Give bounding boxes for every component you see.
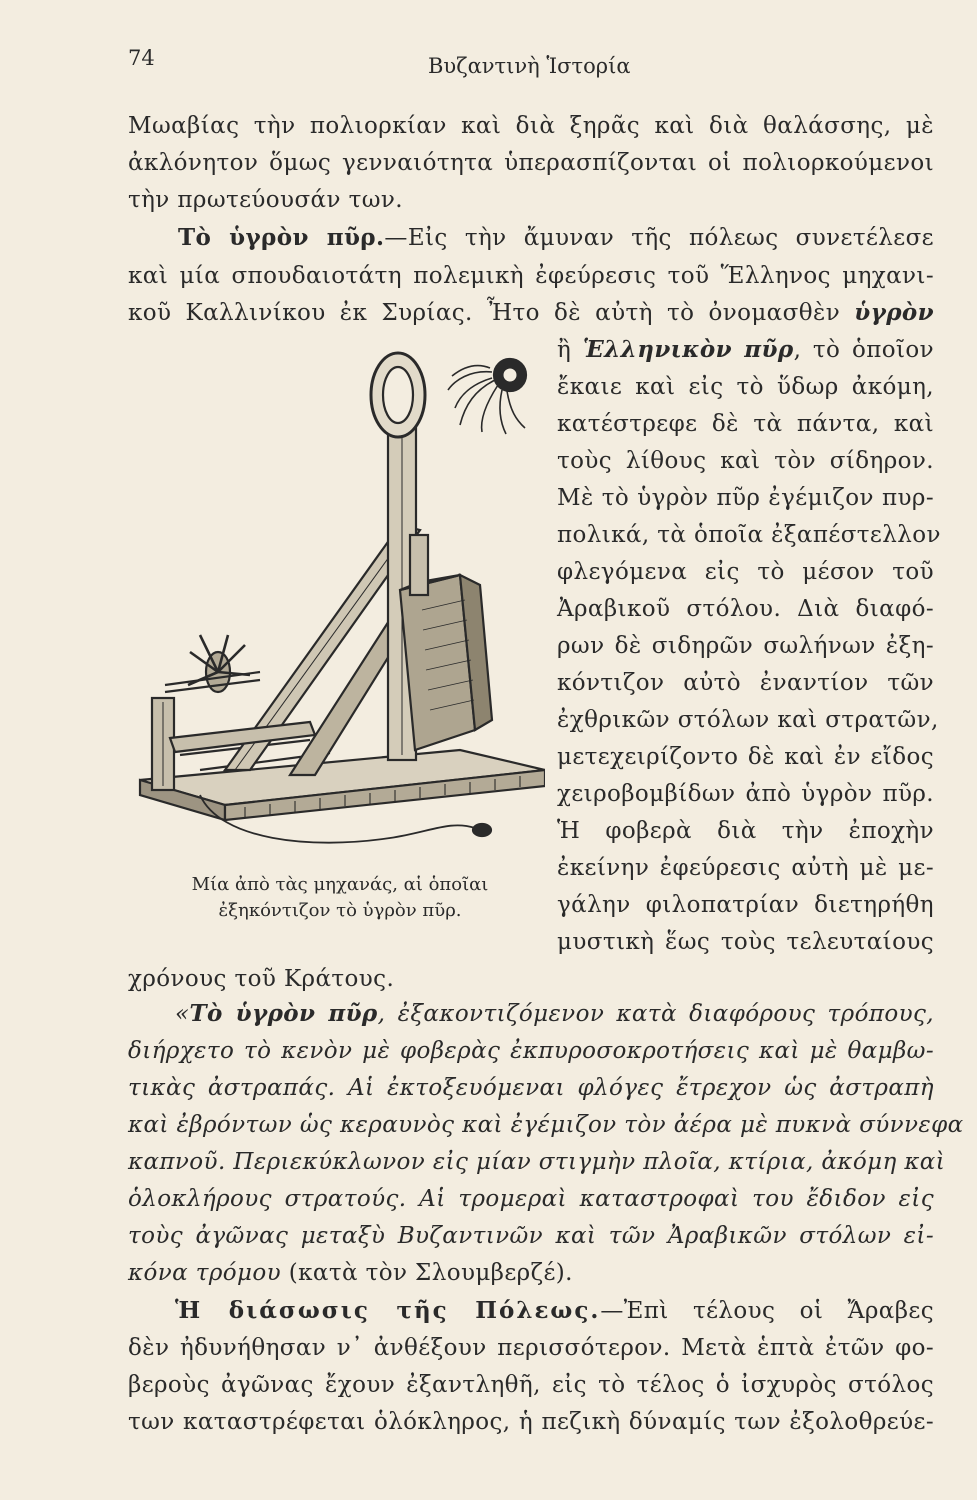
figure-caption-line: ἐξηκόντιζον τὸ ὑγρὸν πῦρ. — [218, 900, 462, 921]
running-title: Βυζαντινὴ Ἱστορία — [428, 54, 631, 78]
text-line: χρόνους τοῦ Κράτους. — [128, 966, 395, 992]
quote-line: τικὰς ἀστραπάς. Αἱ ἐκτοξευόμεναι φλόγες ἔτρεχον ὡς ἀστραπὴ — [128, 1075, 934, 1101]
text-line: ἐχθρικῶν στόλων καὶ στρατῶν, — [557, 707, 939, 733]
section-heading-salvation: Ἡ διάσωσις τῆς Πόλεως. — [175, 1297, 601, 1324]
text-line: Ἡ διάσωσις τῆς Πόλεως.—Ἐπὶ τέλους οἱ Ἄραβες — [175, 1297, 934, 1324]
text-line: κοῦ Καλλινίκου ἐκ Συρίας. Ἦτο δὲ αὐτὴ τὸ ὀνομασθὲν ὑγρὸν — [128, 299, 934, 326]
siege-engine-illustration — [130, 350, 545, 855]
page-header — [0, 46, 977, 86]
text-line: τὴν πρωτεύουσάν των. — [128, 187, 403, 213]
quote-line: καπνοῦ. Περιεκύκλωνον εἰς μίαν στιγμὴν πλοῖα, κτίρια, ἀκόμη καὶ — [128, 1149, 946, 1175]
text-line: καὶ μία σπουδαιοτάτη πολεμικὴ ἐφεύρεσις τοῦ Ἕλληνος μηχανι- — [128, 263, 934, 289]
text-line: βεροὺς ἀγῶνας ἔχουν ἐξαντληθῆ, εἰς τὸ τέλος ὁ ἰσχυρὸς στόλος — [128, 1372, 934, 1398]
term-greek-fire: Ἑλληνικὸν πῦρ — [582, 336, 794, 363]
text-line: τοὺς λίθους καὶ τὸν σίδηρον. — [557, 448, 934, 474]
quote-line: τοὺς ἀγῶνας μεταξὺ Βυζαντινῶν καὶ τῶν Ἀραβικῶν στόλων εἰ- — [128, 1223, 934, 1249]
quote-line: καὶ ἐβρόντων ὡς κεραυνὸς καὶ ἐγέμιζον τὸν ἀέρα μὲ πυκνὰ σύννεφα — [128, 1112, 964, 1138]
section-heading-greek-fire: Τὸ ὑγρὸν πῦρ. — [178, 224, 385, 251]
figure-caption-line: Μία ἀπὸ τὰς μηχανάς, αἱ ὁποῖαι — [191, 874, 489, 895]
text-line: ρων δὲ σιδηρῶν σωλήνων ἐξη- — [557, 633, 934, 659]
text-line: Τὸ ὑγρὸν πῦρ.—Εἰς τὴν ἄμυναν τῆς πόλεως συνετέλεσε — [178, 224, 934, 251]
text-line: κατέστρεφε δὲ τὰ πάντα, καὶ — [557, 411, 934, 437]
quote-line: διήρχετο τὸ κενὸν μὲ φοβερὰς ἐκπυροσοκροτήσεις καὶ μὲ θαμβω- — [128, 1038, 934, 1064]
text-line: κόντιζον αὐτὸ ἐναντίον τῶν — [557, 670, 934, 696]
text-line: χειροβομβίδων ἀπὸ ὑγρὸν πῦρ. — [557, 781, 934, 807]
quote-line: «Τὸ ὑγρὸν πῦρ, ἐξακοντιζόμενον κατὰ διαφόρους τρόπους, — [175, 1000, 934, 1027]
text-line: Ἀραβικοῦ στόλου. Διὰ διαφό- — [557, 596, 934, 622]
text-line: των καταστρέφεται ὁλόκληρος, ἡ πεζικὴ δύναμίς των ἐξολοθρεύε- — [128, 1409, 934, 1435]
figure-siege-engine — [130, 350, 545, 855]
text-line: ἢ Ἑλληνικὸν πῦρ, τὸ ὁποῖον — [557, 336, 934, 363]
term-liquid-fire: ὑγρὸν — [854, 299, 934, 326]
text-line: ἀκλόνητον ὅμως γενναιότητα ὑπερασπίζονται οἱ πολιορκούμενοι — [128, 150, 934, 176]
text-line: μυστικὴ ἕως τοὺς τελευταίους — [557, 929, 934, 955]
text-line: Μὲ τὸ ὑγρὸν πῦρ ἐγέμιζον πυρ- — [557, 485, 934, 511]
text-line: φλεγόμενα εἰς τὸ μέσον τοῦ — [557, 559, 934, 585]
text-line: Ἡ φοβερὰ διὰ τὴν ἐποχὴν — [557, 818, 934, 844]
quote-line: κόνα τρόμου (κατὰ τὸν Σλουμβερζέ). — [128, 1260, 573, 1286]
text-line: μετεχειρίζοντο δὲ καὶ ἐν εἴδος — [557, 744, 934, 770]
page-number: 74 — [128, 46, 155, 70]
text-line: δὲν ἠδυνήθησαν ν᾿ ἀνθέξουν περισσότερον. Μετὰ ἑπτὰ ἐτῶν φο- — [128, 1335, 934, 1361]
text-line: πολικά, τὰ ὁποῖα ἐξαπέστελλον — [557, 522, 941, 548]
text-line: Μωαβίας τὴν πολιορκίαν καὶ διὰ ξηρᾶς καὶ διὰ θαλάσσης, μὲ — [128, 113, 934, 139]
quote-term-liquid-fire: Τὸ ὑγρὸν πῦρ — [189, 1000, 378, 1027]
text-line: γάλην φιλοπατρίαν διετηρήθη — [557, 892, 934, 918]
quote-line: ὁλοκλήρους στρατούς. Αἱ τρομεραὶ καταστροφαὶ του ἔδιδον εἰς — [128, 1186, 934, 1212]
text-line: ἔκαιε καὶ εἰς τὸ ὕδωρ ἀκόμη, — [557, 374, 934, 400]
text-line: ἐκείνην ἐφεύρεσις αὐτὴ μὲ με- — [557, 855, 934, 881]
